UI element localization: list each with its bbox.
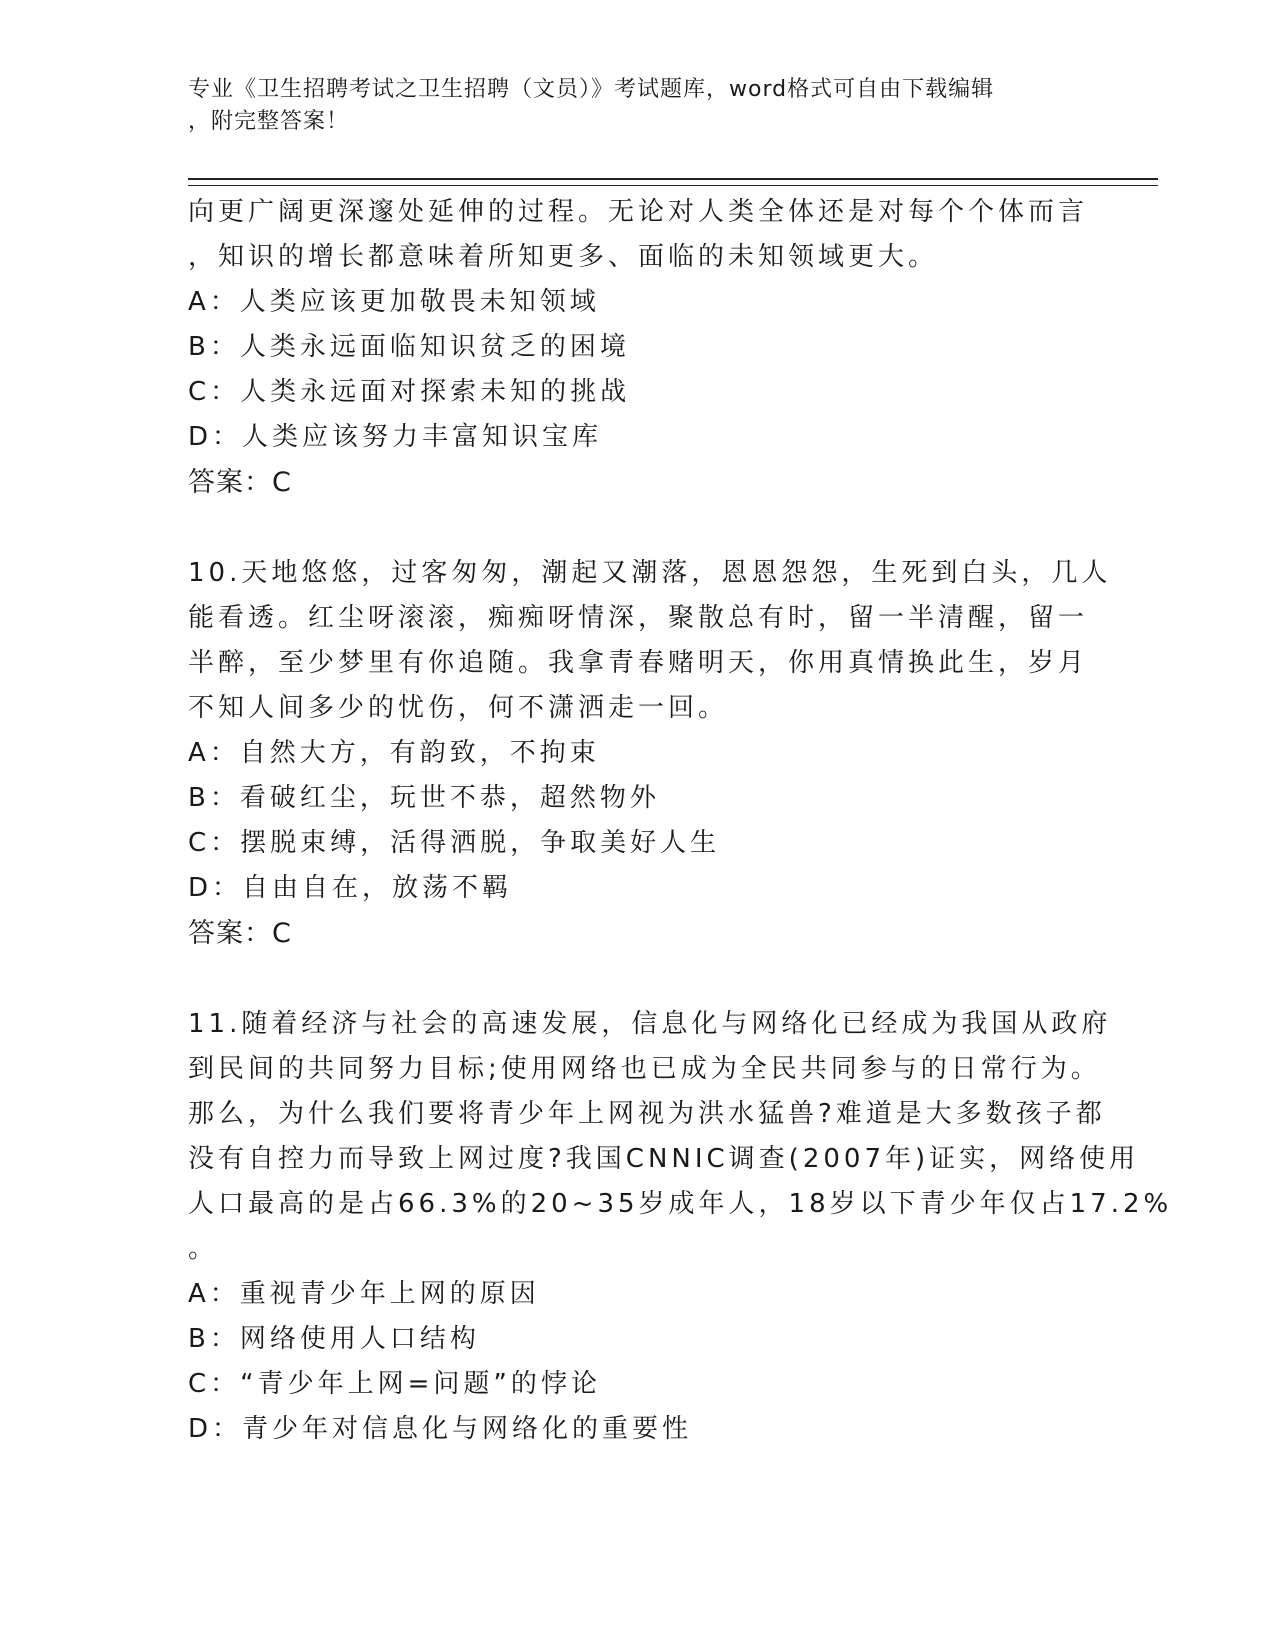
question-11: [188, 1002, 1173, 1452]
header-line-1: 专业《卫生招聘考试之卫生招聘（文员）》考试题库，word格式可自由下载编辑: [188, 77, 995, 102]
question-stem-line: 半醉，至少梦里有你追随。我拿青春赌明天，你用真情换此生，岁月: [188, 648, 1089, 678]
question-stem-line: 人口最高的是占66.3%的20~35岁成年人，18岁以下青少年仅占17.2%: [188, 1189, 1173, 1219]
question-stem-line: 能看透。红尘呀滚滚，痴痴呀情深，聚散总有时，留一半清醒，留一: [188, 603, 1089, 633]
answer-line: 答案：C: [188, 918, 292, 949]
option-b: B：看破红尘，玩世不恭，超然物外: [188, 783, 660, 813]
question-10: [188, 551, 1112, 956]
option-c: C：“青少年上网=问题”的悖论: [188, 1369, 601, 1399]
option-a: A：重视青少年上网的原因: [188, 1279, 540, 1309]
option-b: B：网络使用人口结构: [188, 1324, 480, 1354]
question-stem-line: 10.天地悠悠，过客匆匆，潮起又潮落，恩恩怨怨，生死到白头，几人: [188, 558, 1112, 588]
question-9-continued: [188, 190, 1088, 505]
question-stem-line: 11.随着经济与社会的高速发展，信息化与网络化已经成为我国从政府: [188, 1009, 1112, 1039]
question-stem-line: 。: [188, 1234, 219, 1264]
header-line-2: ，附完整答案！: [188, 109, 350, 134]
question-stem-line: 到民间的共同努力目标;使用网络也已成为全民共同参与的日常行为。: [188, 1054, 1101, 1084]
option-c: C：摆脱束缚，活得洒脱，争取美好人生: [188, 828, 721, 858]
option-d: D：自由自在，放荡不羁: [188, 873, 513, 903]
header-divider: [188, 178, 1158, 186]
option-b: B：人类永远面临知识贫乏的困境: [188, 332, 630, 362]
question-stem-line: 没有自控力而导致上网过度?我国CNNIC调查(2007年)证实，网络使用: [188, 1144, 1140, 1174]
option-a: A：人类应该更加敬畏未知领域: [188, 287, 600, 317]
option-a: A：自然大方，有韵致，不拘束: [188, 738, 600, 768]
answer-line: 答案：C: [188, 467, 292, 498]
option-d: D：人类应该努力丰富知识宝库: [188, 422, 603, 452]
document-header: [188, 74, 1068, 138]
spacer: [188, 505, 1088, 551]
question-stem-line: 不知人间多少的忧伤，何不潇洒走一回。: [188, 693, 729, 723]
option-c: C：人类永远面对探索未知的挑战: [188, 377, 631, 407]
document-body: [188, 190, 1173, 1452]
option-d: D：青少年对信息化与网络化的重要性: [188, 1414, 693, 1444]
question-stem-line: 那么，为什么我们要将青少年上网视为洪水猛兽?难道是大多数孩子都: [188, 1099, 1106, 1129]
question-stem-line: ，知识的增长都意味着所知更多、面临的未知领域更大。: [188, 242, 939, 272]
spacer: [188, 956, 1088, 1002]
question-stem-line: 向更广阔更深邃处延伸的过程。无论对人类全体还是对每个个体而言: [188, 197, 1089, 227]
